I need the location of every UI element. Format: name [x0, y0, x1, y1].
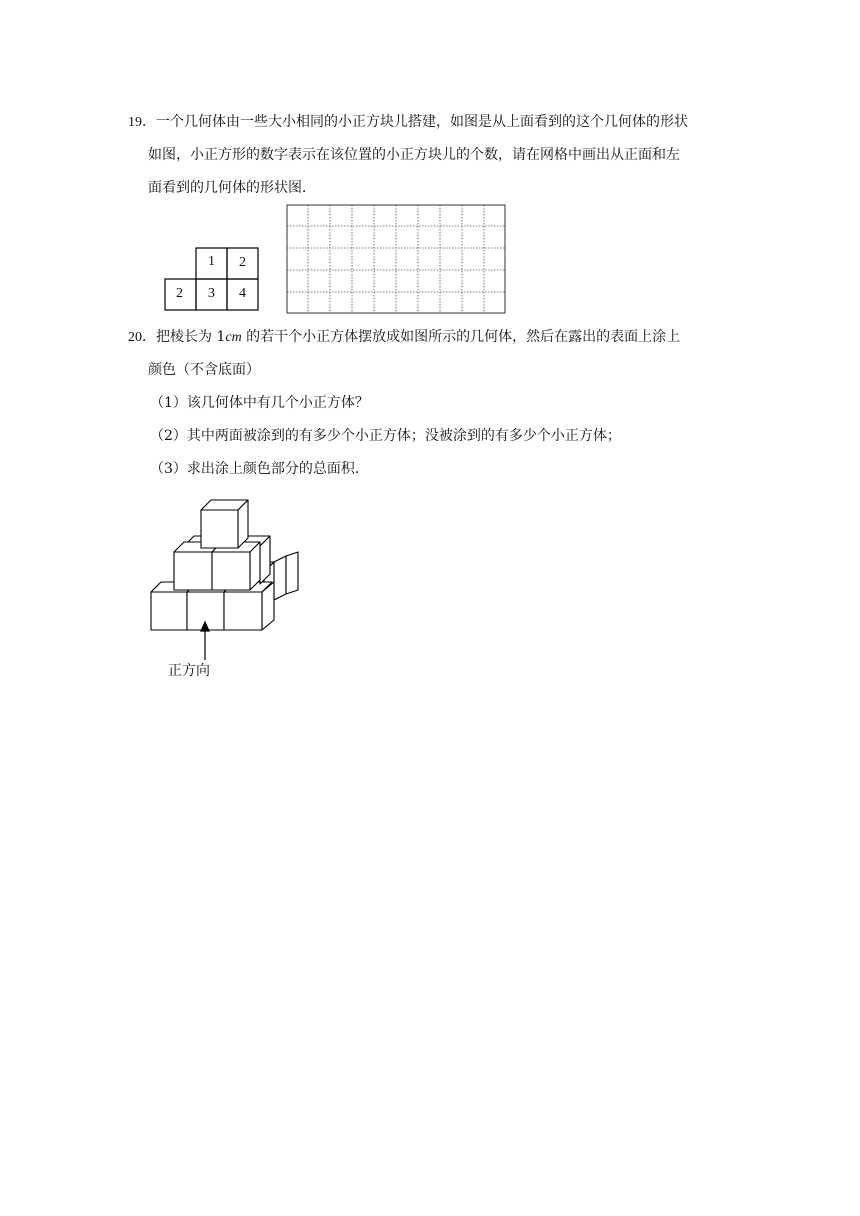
q19-top-view-figure [164, 247, 260, 311]
q19-line-1 [128, 112, 688, 133]
q20-sub-3 [150, 459, 369, 479]
front-direction-label: 正方向 [168, 663, 210, 679]
q19-drawing-grid[interactable] [286, 204, 506, 314]
q19-number: 19． [128, 115, 156, 130]
q20-cube-stack-figure [140, 492, 310, 677]
q20-number: 20． [128, 330, 156, 345]
q19-line-2 [148, 145, 680, 165]
q20-text-1a: 把棱长为 1 [156, 329, 226, 345]
q20-sub-1 [150, 393, 369, 413]
q20-sub-2 [150, 426, 621, 446]
top-view-cell: 3 [208, 286, 215, 301]
q20-sub-3-text: （3）求出涂上颜色部分的总面积． [150, 461, 369, 477]
q20-sub-2-text: （2）其中两面被涂到的有多少个小正方体；没被涂到的有多少个小正方体； [150, 428, 621, 444]
top-view-cell: 2 [239, 255, 246, 270]
q20-line-2 [148, 360, 260, 380]
top-view-cell: 2 [176, 286, 183, 301]
q20-line-1 [128, 327, 680, 348]
top-view-cell: 4 [239, 286, 246, 301]
q19-line-3 [148, 178, 316, 198]
q20-text-1b: 的若干个小正方体摆放成如图所示的几何体，然后在露出的表面上涂上 [241, 329, 681, 345]
q19-text-1: 一个几何体由一些大小相同的小正方块儿搭建，如图是从上面看到的这个几何体的形状 [156, 114, 688, 130]
q19-text-2: 如图，小正方形的数字表示在该位置的小正方块儿的个数，请在网格中画出从正面和左 [148, 147, 680, 163]
q19-text-3: 面看到的几何体的形状图． [148, 180, 316, 196]
q20-sub-1-text: （1）该几何体中有几个小正方体？ [150, 395, 369, 411]
top-view-cell: 1 [208, 254, 215, 269]
q20-text-2: 颜色（不含底面） [148, 362, 260, 378]
q20-unit: cm [225, 330, 242, 345]
